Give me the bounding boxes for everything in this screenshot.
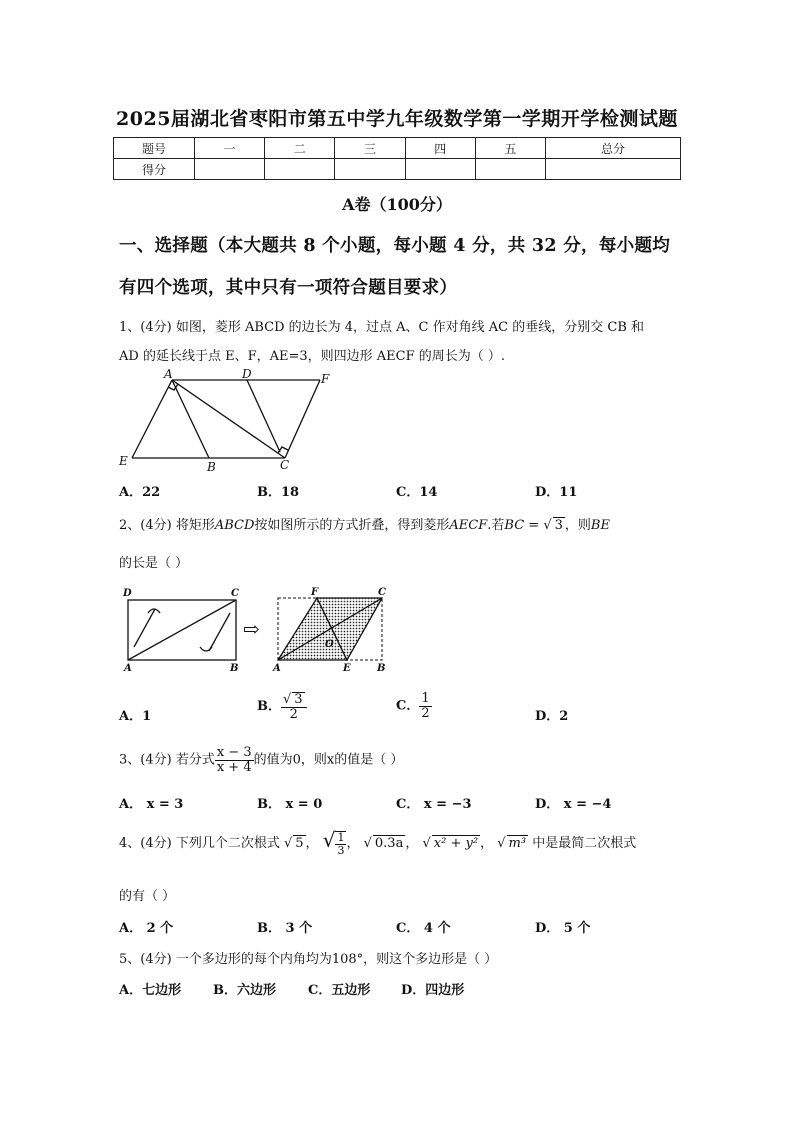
label-E: E xyxy=(119,454,128,468)
label-B: B xyxy=(207,460,216,474)
fig2-left-label-C: C xyxy=(231,588,239,599)
q4-root-2 xyxy=(335,831,346,856)
section-heading-line2: 有四个选项，其中只有一项符合题目要求） xyxy=(119,278,458,298)
q2-option-c-letter: C． xyxy=(396,698,420,714)
score-input-cell[interactable] xyxy=(475,159,545,180)
q5-text: 5、(4分) 一个多边形的每个内角均为108°，则这个多边形是（ ） xyxy=(119,952,498,967)
score-cell: 总分 xyxy=(546,138,681,159)
score-cell: 得分 xyxy=(114,159,195,180)
sqrt-symbol: √ xyxy=(322,828,336,852)
fig2-right-label-B: B xyxy=(377,663,386,673)
q2-then: ，则 xyxy=(564,518,591,533)
score-input-cell[interactable] xyxy=(195,159,265,180)
q3-denominator: x + 4 xyxy=(216,759,252,775)
q3-numerator: x − 3 xyxy=(216,745,252,760)
q4-option-d[interactable]: D． 5 个 xyxy=(535,921,591,936)
segment-AB xyxy=(172,380,209,458)
q4-sep: ， xyxy=(480,836,494,851)
fig2-right-label-A: A xyxy=(273,663,281,673)
fig2-left-label-B: B xyxy=(230,663,239,673)
q4-root-2-numerator: 1 xyxy=(337,830,345,844)
section-heading-line1: 一、选择题（本大题共 8 个小题，每小题 4 分，共 32 分，每小题均 xyxy=(119,236,671,256)
q4-suffix: 中是最简二次根式 xyxy=(532,836,637,851)
q3-prefix: 3、(4分) 若分式 xyxy=(119,752,215,768)
q2-if: .若 xyxy=(487,518,505,533)
q4-root-1: 5 xyxy=(295,836,304,851)
q5-option-c[interactable]: C．五边形 xyxy=(308,983,371,998)
score-cell: 五 xyxy=(475,138,545,159)
q3-fraction xyxy=(215,746,254,774)
q1-figure xyxy=(112,362,342,474)
fig2-left-label-D: D xyxy=(123,588,132,599)
q4-root-2-denominator: 3 xyxy=(337,843,345,857)
q2-option-b-denominator: 2 xyxy=(289,706,298,722)
label-C: C xyxy=(280,458,290,472)
q3-suffix: 的值为0，则x的值是（ ） xyxy=(253,752,404,768)
q4-option-b[interactable]: B． 3 个 xyxy=(257,921,313,936)
score-table-score-row xyxy=(114,159,681,180)
sqrt-symbol: √ xyxy=(363,836,372,851)
q1-text-line1: 1、(4分) 如图，菱形 ABCD 的边长为 4，过点 A、C 作对角线 AC 的垂线，分别交 CB 和 xyxy=(119,320,645,335)
q2-option-c[interactable] xyxy=(396,692,432,720)
q5-option-d[interactable]: D．四边形 xyxy=(401,983,465,998)
q2-root: 3 xyxy=(554,518,563,533)
q2-option-a[interactable]: A．1 xyxy=(119,709,152,724)
q2-option-b-numerator: 3 xyxy=(294,692,303,707)
q1-option-c[interactable]: C．14 xyxy=(396,485,438,500)
q4-text-line2: 的有（ ） xyxy=(119,889,176,904)
q2-figure xyxy=(118,585,398,673)
q4-sep: ， xyxy=(405,836,419,851)
fig2-right-label-F: F xyxy=(311,587,319,598)
q3-option-c[interactable]: C． x = −3 xyxy=(396,797,472,812)
fold-arrow-line-1 xyxy=(134,609,155,647)
q2-abcd: ABCD xyxy=(214,518,255,533)
score-cell: 三 xyxy=(335,138,405,159)
segment-AE xyxy=(132,380,172,458)
q1-option-a[interactable]: A．22 xyxy=(119,485,161,500)
fig2-right-label-O: O xyxy=(325,639,334,650)
q4-option-c[interactable]: C． 4 个 xyxy=(396,921,451,936)
q5-option-b[interactable]: B．六边形 xyxy=(213,983,276,998)
q3-option-b[interactable]: B． x = 0 xyxy=(257,797,323,812)
q2-text-line1 xyxy=(119,514,610,533)
q3-text xyxy=(119,746,403,774)
q5-option-a[interactable]: A．七边形 xyxy=(119,983,182,998)
score-input-cell[interactable] xyxy=(265,159,335,180)
fold-result-arrow-icon: ⇨ xyxy=(243,617,260,641)
sqrt-symbol: √ xyxy=(422,836,431,851)
score-table-header-row xyxy=(114,138,681,159)
sqrt-symbol: √ xyxy=(543,518,552,533)
label-F: F xyxy=(321,372,330,386)
q1-text-line2: AD 的延长线于点 E、F，AE=3，则四边形 AECF 的周长为（ ）. xyxy=(119,349,506,364)
score-input-cell[interactable] xyxy=(335,159,405,180)
q4-root-4: x² + y² xyxy=(433,836,479,851)
q2-option-c-denominator: 2 xyxy=(421,705,430,721)
volume-heading: A卷（100分） xyxy=(342,195,452,214)
diagonal-AC xyxy=(172,380,285,458)
score-input-cell[interactable] xyxy=(546,159,681,180)
q2-mid: 按如图所示的方式折叠，得到菱形 xyxy=(254,518,450,533)
q4-root-5: m³ xyxy=(508,836,527,851)
q3-option-a[interactable]: A． x = 3 xyxy=(119,797,184,812)
q4-text-line1 xyxy=(119,828,636,856)
segment-FC xyxy=(285,380,320,458)
sqrt-symbol: √ xyxy=(497,836,506,851)
q2-aecf: AECF xyxy=(449,518,488,533)
fig2-left-label-A: A xyxy=(124,663,132,673)
q4-sep: ， xyxy=(346,836,360,851)
q1-option-b[interactable]: B．18 xyxy=(257,485,300,500)
q3-option-d[interactable]: D． x = −4 xyxy=(535,797,612,812)
q2-bc: BC xyxy=(504,518,525,533)
score-table xyxy=(113,137,681,180)
fig2-right-label-C: C xyxy=(378,587,386,598)
score-cell: 四 xyxy=(405,138,475,159)
q2-option-c-numerator: 1 xyxy=(421,691,430,706)
q2-option-d[interactable]: D．2 xyxy=(535,709,569,724)
q4-option-a[interactable]: A． 2 个 xyxy=(119,921,174,936)
q2-eq: = xyxy=(524,518,544,533)
label-A: A xyxy=(164,367,173,381)
score-cell: 二 xyxy=(265,138,335,159)
q2-option-b-fraction xyxy=(281,692,307,721)
segment-DC xyxy=(247,380,280,452)
q4-root-3: 0.3a xyxy=(374,836,404,851)
q2-be: BE xyxy=(590,518,610,533)
q1-option-d[interactable]: D．11 xyxy=(535,485,578,500)
sqrt-symbol: √ xyxy=(283,836,293,851)
q4-sep: ， xyxy=(305,836,319,851)
exam-title: 2025届湖北省枣阳市第五中学九年级数学第一学期开学检测试题 xyxy=(116,108,678,130)
q2-option-b-letter: B． xyxy=(257,699,281,715)
q2-text-line2: 的长是（ ） xyxy=(119,556,189,571)
q2-option-b[interactable] xyxy=(257,692,307,721)
fig2-right-label-E: E xyxy=(343,663,351,673)
fold-arrow-line-2 xyxy=(209,613,230,651)
diagonal-AC-left xyxy=(128,600,236,660)
score-input-cell[interactable] xyxy=(405,159,475,180)
label-D: D xyxy=(242,367,252,381)
q2-prefix: 2、(4分) 将矩形 xyxy=(119,518,215,533)
q4-prefix: 4、(4分) 下列几个二次根式 xyxy=(119,836,280,851)
q2-option-c-fraction xyxy=(419,692,431,720)
score-cell: 一 xyxy=(195,138,265,159)
sqrt-symbol: √ xyxy=(283,692,292,707)
score-cell: 题号 xyxy=(114,138,195,159)
